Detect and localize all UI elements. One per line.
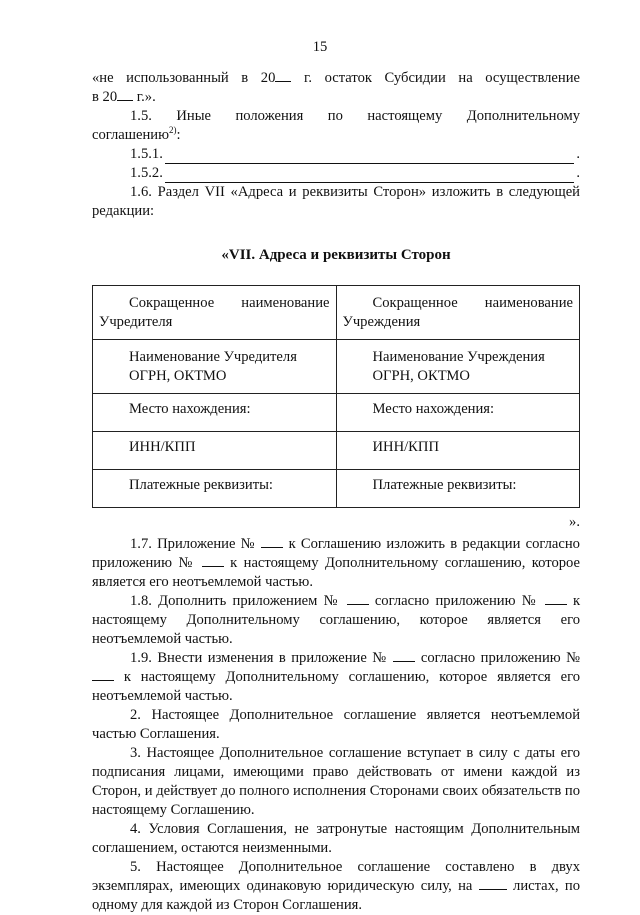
document-body: [92, 69, 580, 915]
table-row: [93, 432, 580, 470]
paragraph-1-8: 1.8. Дополнить приложением № согласно приложению № к настоящему Дополнительному соглашению, которое является его неотъемлемой частью.: [92, 593, 581, 647]
item-1-5-2: 1.5.2. .: [130, 165, 580, 181]
paragraph-subsidy-remainder-cont: в 20 г.».: [92, 89, 156, 105]
blank-year: [275, 69, 291, 82]
closing-quote: ».: [569, 514, 580, 530]
table-row: [93, 470, 580, 508]
paragraph-3: 3. Настоящее Дополнительное соглашение вступает в силу с даты его подписания лицами, имеющими право действовать от имени каждой из Сторон, и действует до полного исполнения Сторонами своих обязательств по настоящему Соглашению.: [92, 745, 580, 818]
requisites-table: [92, 285, 580, 508]
paragraph-1-5: 1.5. Иные положения по настоящему Дополнительному: [130, 108, 580, 124]
paragraph-4: 4. Условия Соглашения, не затронутые настоящим Дополнительным соглашением, остаются неизменными.: [92, 821, 580, 856]
paragraph-1-6: 1.6. Раздел VII «Адреса и реквизиты Сторон» изложить в следующей редакции:: [92, 184, 580, 219]
table-row: [93, 394, 580, 432]
blank-year: [117, 88, 133, 101]
blank-number: [92, 668, 114, 681]
table-cell: ИНН/КПП: [93, 432, 337, 470]
paragraph-5: 5. Настоящее Дополнительное соглашение составлено в двух экземплярах, имеющих одинаковую юридическую силу, на листах, по одному для каждой из Сторон Соглашения.: [92, 859, 581, 913]
blank-number: [202, 554, 224, 567]
paragraph-2: 2. Настоящее Дополнительное соглашение является неотъемлемой частью Соглашения.: [92, 707, 580, 742]
table-cell: ИНН/КПП: [336, 432, 580, 470]
fill-rule: [165, 168, 575, 183]
fill-rule: [165, 149, 575, 164]
paragraph-1-9: 1.9. Внести изменения в приложение № согласно приложению № к настоящему Дополнительному соглашению, которое является его неотъемлемой частью.: [92, 650, 581, 704]
table-row: [93, 286, 580, 340]
table-cell: Платежные реквизиты:: [336, 470, 580, 508]
item-1-5-1: 1.5.1. .: [130, 146, 580, 162]
blank-number: [393, 649, 415, 662]
table-cell: Сокращенное наименование Учреждения: [336, 286, 580, 340]
blank-number: [545, 592, 567, 605]
table-cell: Место нахождения:: [336, 394, 580, 432]
blank-number: [261, 535, 283, 548]
page-number: 15: [312, 39, 328, 55]
table-cell: Наименование Учредителя ОГРН, ОКТМО: [93, 340, 337, 394]
table-cell: Место нахождения:: [93, 394, 337, 432]
blank-sheets: [479, 877, 507, 890]
paragraph-1-5-cont: соглашению$^{2)}$:: [92, 125, 181, 143]
section-title: «VII. Адреса и реквизиты Сторон: [221, 247, 451, 263]
table-cell: Платежные реквизиты:: [93, 470, 337, 508]
table-row: [93, 340, 580, 394]
paragraph-subsidy-remainder: «не использованный в 20 г. остаток Субсидии на осуществление: [92, 70, 580, 86]
table-cell: Наименование Учреждения ОГРН, ОКТМО: [336, 340, 580, 394]
table-cell: Сокращенное наименование Учредителя: [93, 286, 337, 340]
paragraph-1-7: 1.7. Приложение № к Соглашению изложить в редакции согласно приложению № к настоящему Дополнительному соглашению, которое является его неотъемлемой частью.: [92, 536, 580, 590]
blank-number: [347, 592, 369, 605]
